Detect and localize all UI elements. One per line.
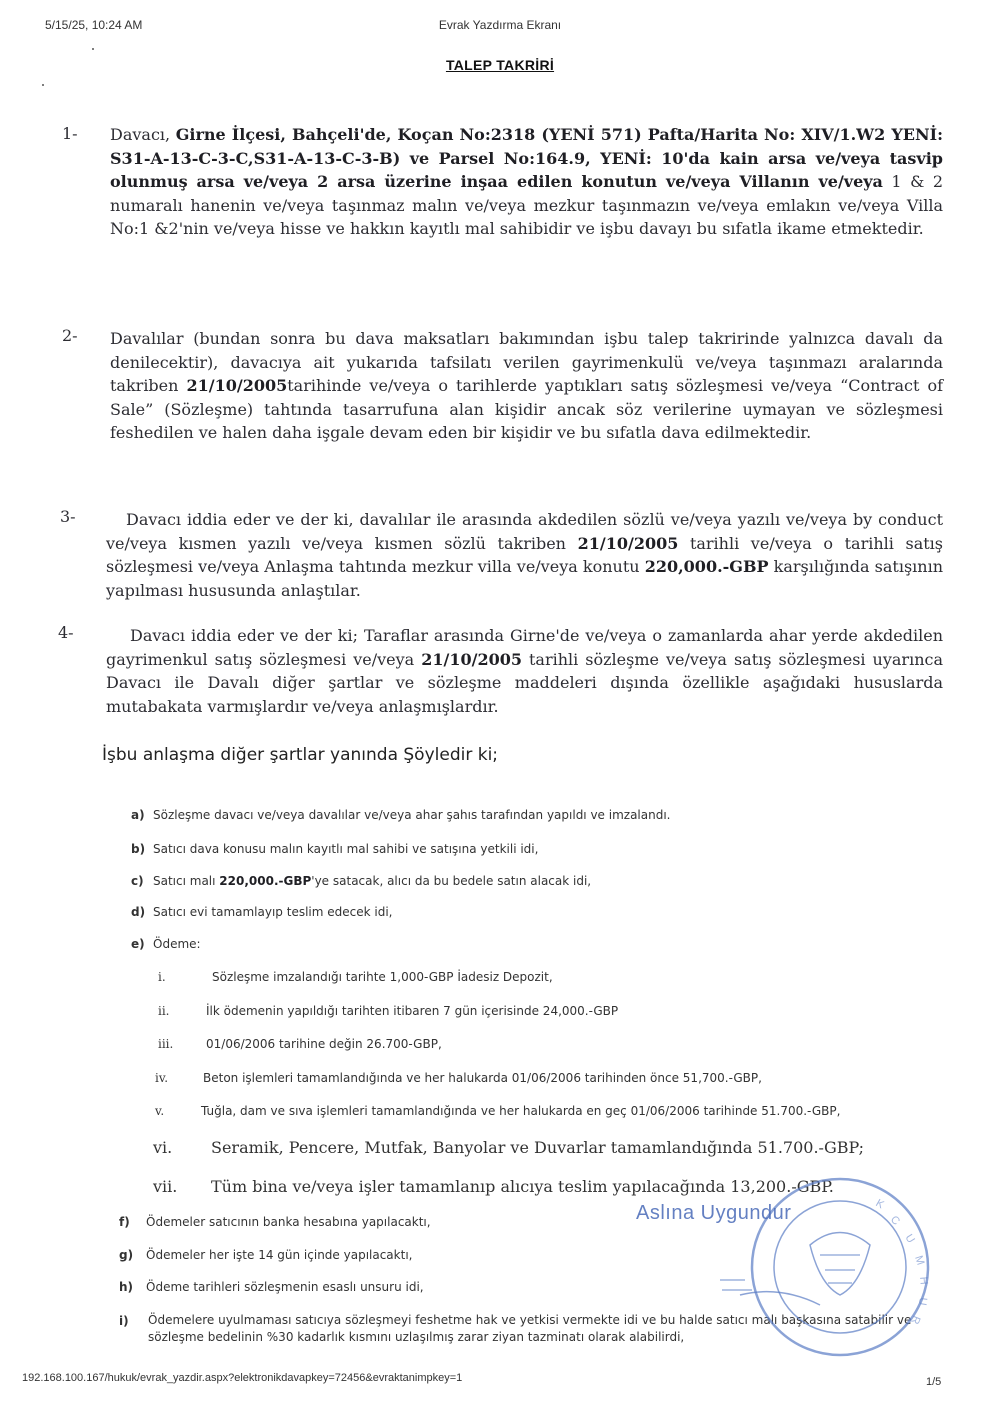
paragraph-number: 1- xyxy=(62,124,78,143)
payment-item-text: Tüm bina ve/veya işler tamamlanıp alıcıya teslim yapılacağında 13,200.-GBP. xyxy=(211,1177,834,1196)
clause-text: Satıcı evi tamamlayıp teslim edecek idi, xyxy=(153,905,393,919)
clause-label: g) xyxy=(119,1248,134,1262)
payment-item-label: iii. xyxy=(158,1037,174,1051)
paragraph-text: Davalılar (bundan sonra bu dava maksatları bakımından işbu talep takririnde yalnızca davalı da denilecektir), davacıya ait yukarıda tafsilatı verilen gayrimenkulü ve/veya taşınmazı aralarında takriben xyxy=(110,329,943,396)
clause-label: h) xyxy=(119,1280,134,1294)
emphasized-text: Girne İlçesi, Bahçeli'de, Koçan No:2318 (YENİ 571) Pafta/Harita No: XIV/1.W2 YENİ: S31-A-13-C-3-C,S31-A-13-C-3-B) ve Parsel No:164.9, YENİ: 10'da kain arsa ve/veya tasvip olunmuş arsa ve/veya 2 arsa üzerine inşaa edilen konutun ve/veya Villanın ve/veya xyxy=(110,125,943,192)
clause-label: f) xyxy=(119,1215,130,1229)
paragraph-1 xyxy=(110,123,943,241)
payment-item-text: İlk ödemenin yapıldığı tarihten itibaren 7 gün içerisinde 24,000.-GBP xyxy=(206,1004,619,1018)
print-header xyxy=(0,18,1000,38)
paragraph-text: karşılığında satışının yapılması hususunda anlaştılar. xyxy=(106,557,943,600)
paragraph-2 xyxy=(110,327,943,445)
print-screen-title: Evrak Yazdırma Ekranı xyxy=(438,18,562,32)
clause-i-text: Ödemelere uyulmaması satıcıya sözleşmeyi feshetme hak ve yetkisi vermekte idi ve bu halde satıcı malı başkasına satabilir ve sözleşme bedelinin %30 kadarlık kısmını uzlaşılmış zarar ziyan tazminatı olarak alabilirdi, xyxy=(148,1313,912,1344)
clause-label: i) xyxy=(119,1314,129,1328)
paragraph-text: tarihli ve/veya o tarihli satış sözleşmesi ve/veya Anlaşma tahtında mezkur villa ve/veya konutu xyxy=(106,533,943,577)
svg-text:U: U xyxy=(915,1296,929,1307)
payment-item-label: vii. xyxy=(153,1177,178,1196)
payment-item-text: Tuğla, dam ve sıva işlemleri tamamlandığında ve her halukarda en geç 01/06/2006 tarihinde 51.700.-GBP, xyxy=(201,1104,841,1118)
payment-item-label: iv. xyxy=(155,1071,169,1085)
emphasized-text: 21/10/2005 xyxy=(186,376,288,396)
clause-text: Ödeme tarihleri sözleşmenin esaslı unsuru idi, xyxy=(146,1280,424,1294)
agreement-heading: İşbu anlaşma diğer şartlar yanında Şöyledir ki; xyxy=(102,745,499,765)
emphasized-text: 220,000.-GBP xyxy=(644,557,769,577)
clause-text: Ödemeler satıcının banka hesabına yapılacaktı, xyxy=(146,1215,431,1229)
svg-text:U: U xyxy=(902,1232,917,1246)
print-datetime: 5/15/25, 10:24 AM xyxy=(45,18,143,32)
page-number: 1/5 xyxy=(926,1376,942,1388)
paragraph-text: tarihinde ve/veya o tarihlerde yaptıkları satış sözleşmesi ve/veya “Contract of Sale” (Sözleşme) tahtında tasarrufuna alan kişidir ancak söz verilerine uymayan ve sözleşmesi feshedilen ve halen daha işgale devam eden bir kişidir ve bu sıfatla dava edilmektedir. xyxy=(110,376,944,443)
clause-amount: 220,000.-GBP xyxy=(219,874,312,888)
payment-item-text: 01/06/2006 tarihine değin 26.700-GBP, xyxy=(206,1037,442,1051)
clause-text: Ödeme: xyxy=(153,937,201,951)
stamp-text: Aslına Uygundur xyxy=(636,1202,792,1224)
payment-item-text: Seramik, Pencere, Mutfak, Banyolar ve Duvarlar tamamlandığında 51.700.-GBP; xyxy=(211,1138,865,1157)
payment-item-text: Sözleşme imzalandığı tarihte 1,000-GBP İadesiz Depozit, xyxy=(212,970,553,984)
print-footer xyxy=(0,1372,1000,1388)
svg-text:H: H xyxy=(917,1276,930,1286)
clause-label: e) xyxy=(131,937,145,951)
payment-item-label: v. xyxy=(155,1104,165,1118)
clause-text-part: Satıcı malı xyxy=(153,874,220,888)
paragraph-text: tarihli sözleşme ve/veya satış sözleşmesi uyarınca Davacı ile Davalı diğer şartlar ve sözleşme maddeleri dışında özellikle aşağıdaki hususlarda mutabakata varmışlardır ve/veya anlaşmışlardır. xyxy=(106,649,943,716)
clause-label: d) xyxy=(131,905,146,919)
document-title: TALEP TAKRİRİ xyxy=(445,57,555,73)
paragraph-number: 2- xyxy=(62,326,78,345)
payment-item-label: ii. xyxy=(158,1004,170,1018)
clause-text: Ödemeler her işte 14 gün içinde yapılacaktı, xyxy=(146,1248,413,1262)
payment-item-label: i. xyxy=(158,970,166,984)
svg-text:R: R xyxy=(908,1313,923,1326)
svg-text:C: C xyxy=(887,1213,902,1228)
paragraph-text: 1 & 2 numaralı hanenin ve/veya taşınmaz malın ve/veya mezkur taşınmazın ve/veya emlakın ve/veya Villa No:1 &2'nin ve/veya hisse ve hakkın kayıtlı mal sahibidir ve işbu davayı bu sıfatla ikame etmektedir. xyxy=(110,172,944,239)
paragraph-text: Davacı, xyxy=(110,125,176,144)
paragraph-number: 4- xyxy=(58,623,74,642)
emphasized-text: 21/10/2005 xyxy=(421,649,522,669)
paragraph-text: Davacı iddia eder ve der ki; Taraflar arasında Girne'de ve/veya o zamanlarda ahar yerde akdedilen gayrimenkul satış sözleşmesi ve/veya xyxy=(106,626,943,669)
emphasized-text: 21/10/2005 xyxy=(577,533,679,553)
clause-text: Satıcı dava konusu malın kayıtlı mal sahibi ve satışına yetkili idi, xyxy=(153,842,539,856)
print-url: 192.168.100.167/hukuk/evrak_yazdir.aspx?elektronikdavapkey=72456&evraktanimpkey=1 xyxy=(22,1372,463,1384)
scan-speck xyxy=(92,48,94,50)
clause-label: b) xyxy=(131,842,146,856)
clause-label: c) xyxy=(131,874,144,888)
payment-item-text: Beton işlemleri tamamlandığında ve her halukarda 01/06/2006 tarihinden önce 51,700.-GBP, xyxy=(203,1071,762,1085)
paragraph-3 xyxy=(106,508,943,602)
scan-speck xyxy=(42,84,44,86)
clause-text-part: 'ye satacak, alıcı da bu bedele satın alacak idi, xyxy=(311,874,592,888)
svg-text:K: K xyxy=(873,1197,886,1212)
svg-text:M: M xyxy=(912,1254,927,1267)
paragraph-text: Davacı iddia eder ve der ki, davalılar ile arasında akdedilen sözlü ve/veya yazılı ve/veya by conduct ve/veya kısmen yazılı ve/veya kısmen sözlü takriben xyxy=(106,510,943,553)
paragraph-number: 3- xyxy=(60,507,76,526)
payment-item-label: vi. xyxy=(153,1138,173,1157)
clause-text xyxy=(153,874,591,888)
clause-text: Sözleşme davacı ve/veya davalılar ve/veya ahar şahıs tarafından yapıldı ve imzalandı. xyxy=(153,808,671,822)
paragraph-4 xyxy=(106,624,943,718)
clause-label: a) xyxy=(131,808,145,822)
